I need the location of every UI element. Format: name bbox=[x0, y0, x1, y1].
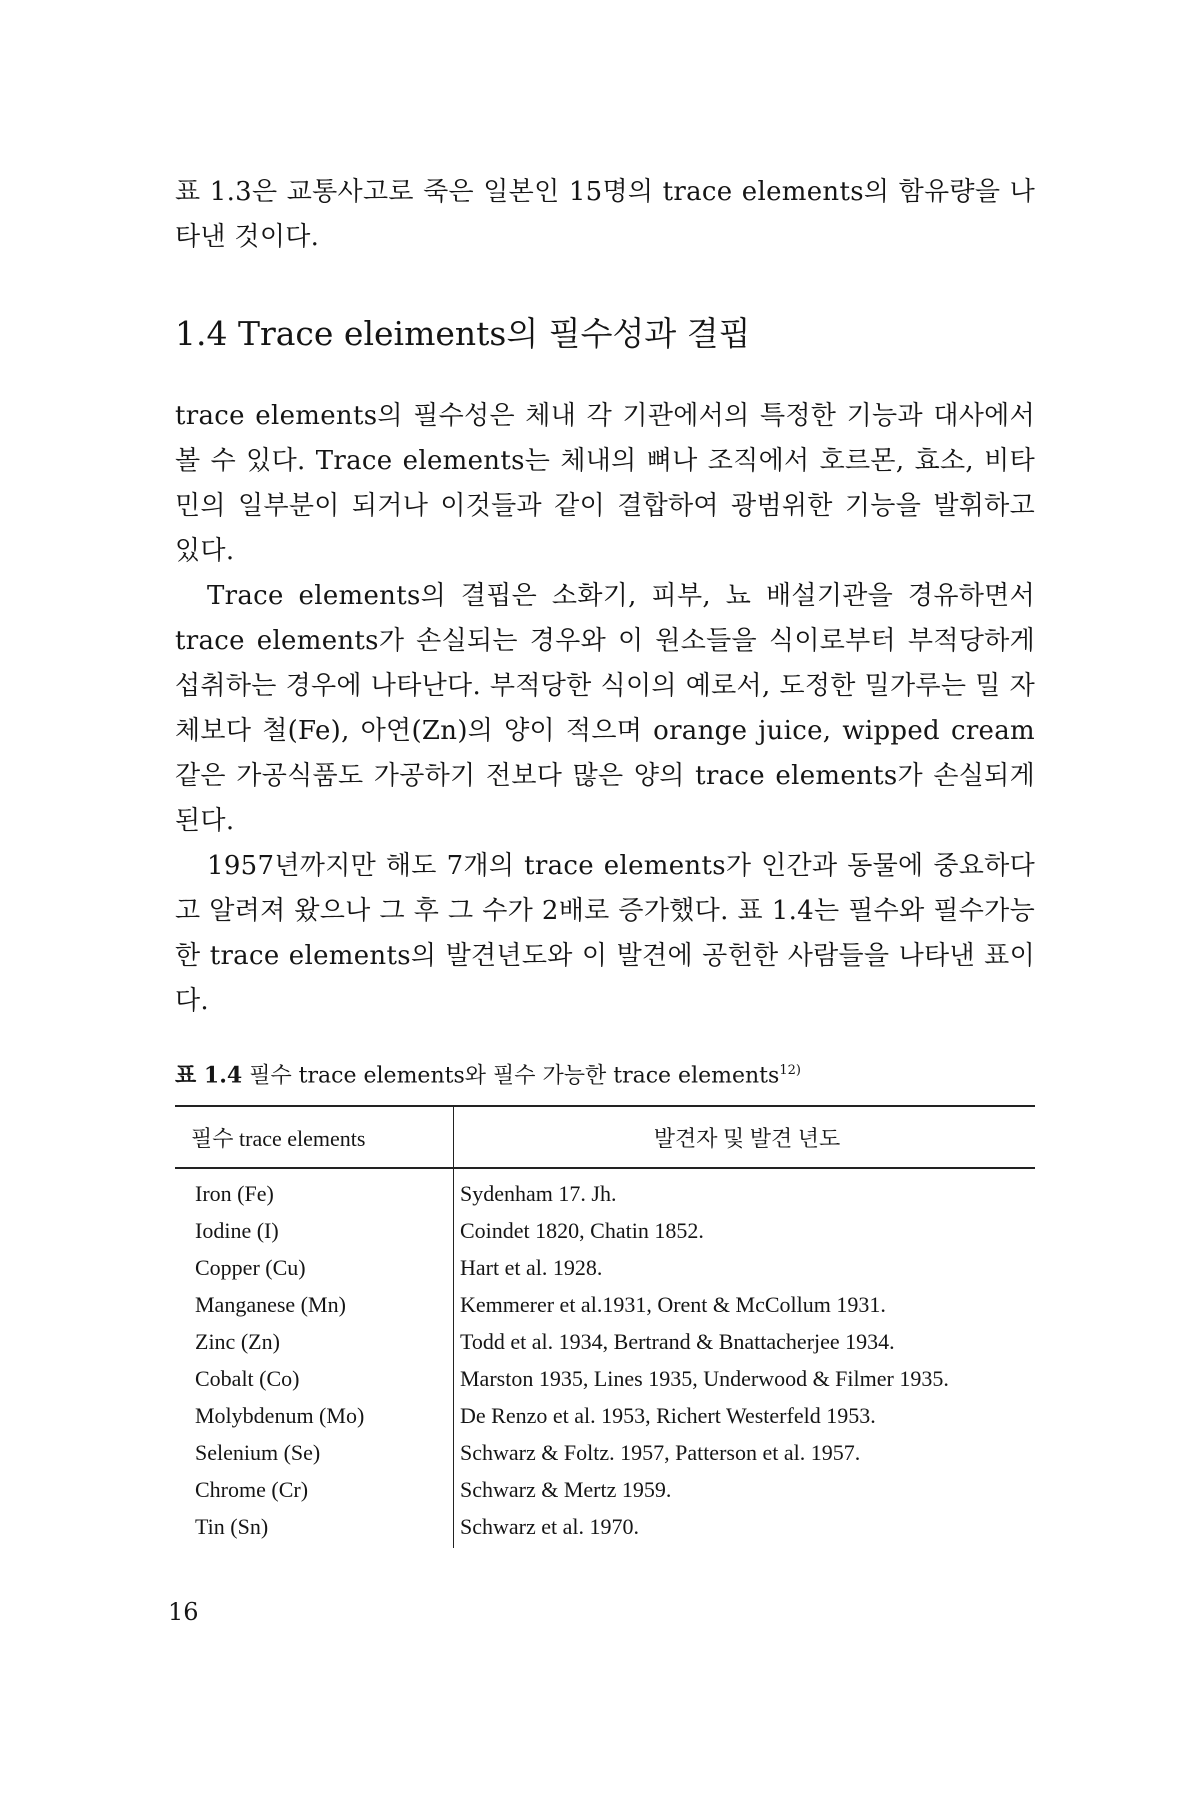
element-cell: Selenium (Se) bbox=[175, 1435, 454, 1472]
element-cell: Chrome (Cr) bbox=[175, 1472, 454, 1509]
discovery-cell: Coindet 1820, Chatin 1852. bbox=[460, 1218, 704, 1244]
trace-elements-table bbox=[175, 1105, 1035, 1548]
table-row bbox=[175, 1287, 1035, 1324]
header-discovery: 발견자 및 발견 년도 bbox=[454, 1106, 1036, 1168]
paragraph-deficiency: Trace elements의 결핍은 소화기, 피부, 뇨 배설기관을 경유하면서 trace elements가 손실되는 경우와 이 원소들을 식이로부터 부적당하게 섭취하는 경우에 나타난다. 부적당한 식이의 예로서, 도정한 밀가루는 밀 자체보다 철(Fe), 아연(Zn)의 양이 적으며 orange juice, wipped cream 같은 가공식품도 가공하기 전보다 많은 양의 trace elements가 손실되게 된다. bbox=[175, 581, 1035, 836]
discovery-cell: Schwarz et al. 1970. bbox=[460, 1514, 639, 1540]
paragraph-essentiality: trace elements의 필수성은 체내 각 기관에서의 특정한 기능과 대사에서 볼 수 있다. Trace elements는 체내의 뼈나 조직에서 호르몬, 효소, 비타민의 일부분이 되거나 이것들과 같이 결합하여 광범위한 기능을 발휘하고 있다. bbox=[175, 401, 1035, 566]
table-caption-text: 필수 trace elements와 필수 가능한 trace elements bbox=[249, 1063, 780, 1089]
table-header-row bbox=[175, 1106, 1035, 1168]
table-caption-label: 표 1.4 bbox=[175, 1062, 243, 1089]
table-caption-reference: 12) bbox=[779, 1063, 801, 1078]
table-row bbox=[175, 1168, 1035, 1213]
table-row bbox=[175, 1435, 1035, 1472]
element-cell: Manganese (Mn) bbox=[175, 1287, 454, 1324]
discovery-cell: Todd et al. 1934, Bertrand & Bnattacherjee 1934. bbox=[460, 1329, 895, 1355]
table-row bbox=[175, 1361, 1035, 1398]
discovery-cell: Schwarz & Mertz 1959. bbox=[460, 1477, 672, 1503]
table-row bbox=[175, 1250, 1035, 1287]
page-body bbox=[175, 170, 1035, 1548]
element-cell: Copper (Cu) bbox=[175, 1250, 454, 1287]
element-cell: Zinc (Zn) bbox=[175, 1324, 454, 1361]
discovery-cell: Marston 1935, Lines 1935, Underwood & Filmer 1935. bbox=[460, 1366, 949, 1392]
table-row bbox=[175, 1509, 1035, 1548]
element-cell: Tin (Sn) bbox=[175, 1509, 454, 1548]
discovery-cell: De Renzo et al. 1953, Richert Westerfeld 1953. bbox=[460, 1403, 876, 1429]
table-row bbox=[175, 1472, 1035, 1509]
element-cell: Cobalt (Co) bbox=[175, 1361, 454, 1398]
discovery-cell: Hart et al. 1928. bbox=[460, 1255, 603, 1281]
discovery-cell: Sydenham 17. Jh. bbox=[460, 1181, 617, 1207]
header-element: 필수 trace elements bbox=[175, 1106, 454, 1168]
section-heading: 1.4 Trace eleiments의 필수성과 결핍 bbox=[175, 314, 751, 353]
element-cell: Molybdenum (Mo) bbox=[175, 1398, 454, 1435]
table-row bbox=[175, 1213, 1035, 1250]
table-row bbox=[175, 1398, 1035, 1435]
page-number: 16 bbox=[168, 1598, 199, 1626]
intro-paragraph: 표 1.3은 교통사고로 죽은 일본인 15명의 trace elements의 함유량을 나타낸 것이다. bbox=[175, 177, 1035, 252]
discovery-cell: Kemmerer et al.1931, Orent & McCollum 1931. bbox=[460, 1292, 886, 1318]
element-cell: Iodine (I) bbox=[175, 1213, 454, 1250]
table-body bbox=[175, 1168, 1035, 1548]
paragraph-history: 1957년까지만 해도 7개의 trace elements가 인간과 동물에 중요하다고 알려져 왔으나 그 후 그 수가 2배로 증가했다. 표 1.4는 필수와 필수가능한 trace elements의 발견년도와 이 발견에 공헌한 사람들을 나타낸 표이다. bbox=[175, 851, 1035, 1016]
discovery-cell: Schwarz & Foltz. 1957, Patterson et al. 1957. bbox=[460, 1440, 861, 1466]
element-cell: Iron (Fe) bbox=[175, 1168, 454, 1213]
table-caption bbox=[175, 1056, 1035, 1091]
table-row bbox=[175, 1324, 1035, 1361]
